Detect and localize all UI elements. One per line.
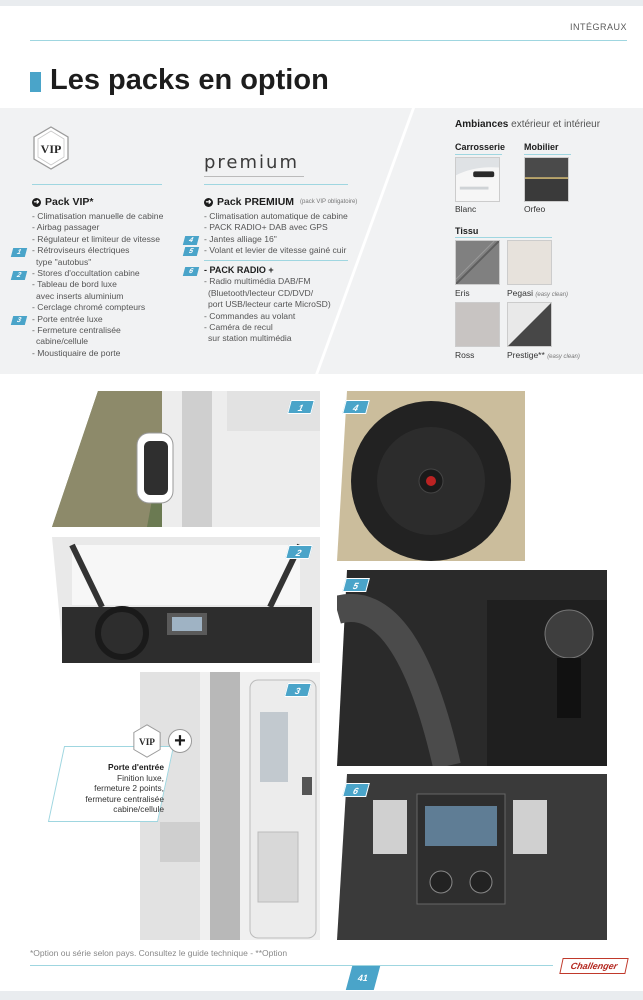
list-item: - Fermeture centralisée — [32, 325, 121, 336]
photo-number-3: 3 — [284, 683, 312, 697]
list-item: - Commandes au volant — [204, 310, 296, 321]
vip-mini-text: VIP — [139, 737, 155, 748]
porte-line: cabine/cellule — [113, 804, 164, 814]
list-item: port USB/lecteur carte MicroSD) — [208, 299, 331, 310]
premium-underline — [204, 176, 304, 177]
list-item: - Cerclage chromé compteurs — [32, 302, 146, 313]
bottom-band — [0, 991, 643, 1000]
list-item: avec inserts aluminium — [36, 290, 124, 301]
photo-number-2: 2 — [285, 545, 313, 559]
list-item: - Volant et levier de vitesse gainé cuir — [204, 245, 347, 256]
list-item: - Caméra de recul — [204, 322, 273, 333]
swatch-label: Prestige** — [507, 350, 545, 360]
photo-number-1: 1 — [287, 400, 315, 414]
list-item: - Porte entrée luxe — [32, 313, 103, 324]
easy-clean-note: (easy clean) — [535, 292, 569, 298]
vip-logo-icon — [32, 126, 70, 170]
porte-title: Porte d'entrée — [108, 762, 164, 772]
premium-pack-heading — [204, 196, 357, 208]
badge-1: 1 — [11, 248, 27, 257]
page-title: Les packs en option — [50, 64, 329, 96]
vip-pack-list — [32, 211, 163, 359]
vip-mini-icon — [132, 724, 162, 758]
arrow-circle-icon: ➜ — [33, 198, 40, 206]
swatch-label: Orfeo — [524, 204, 546, 214]
list-item: - Airbag passager — [32, 222, 100, 233]
list-item: - Climatisation manuelle de cabine — [32, 211, 164, 221]
photo-wheel — [337, 391, 525, 561]
badge-5: 5 — [183, 247, 199, 256]
list-item: - Climatisation automatique de cabine — [204, 211, 348, 221]
badge-3: 3 — [11, 316, 27, 325]
radio-rule — [204, 260, 348, 261]
ambiances-title — [455, 119, 600, 130]
porte-line: fermeture 2 points, — [94, 783, 164, 793]
swatch-pegasi — [507, 240, 552, 285]
swatch-label: Pegasi — [507, 288, 533, 298]
list-item: type "autobus" — [36, 256, 92, 267]
photo-dashboard — [52, 537, 320, 663]
porte-line: fermeture centralisée — [85, 793, 164, 804]
mobilier-rule — [524, 154, 571, 155]
premium-pack-list — [204, 211, 348, 257]
ambiances-subtitle: extérieur et intérieur — [511, 119, 601, 130]
swatch-blanc — [455, 157, 500, 202]
photo-number-5: 5 — [342, 578, 370, 592]
top-divider — [30, 40, 627, 41]
list-item: - Jantes alliage 16" — [204, 233, 277, 244]
photo-steering — [337, 570, 607, 766]
swatch-label: Ross — [455, 350, 475, 360]
photo-mirror — [52, 391, 320, 527]
list-item: - Régulateur et limiteur de vitesse — [32, 233, 161, 244]
swatch-orfeo — [524, 157, 569, 202]
vip-pack-heading — [32, 196, 93, 208]
porte-line: Finition luxe, — [116, 772, 164, 783]
swatch-ross — [455, 302, 500, 347]
photo-multimedia — [337, 774, 607, 940]
photo-number-6: 6 — [342, 783, 370, 797]
badge-4: 4 — [183, 236, 199, 245]
list-item: (Bluetooth/lecteur CD/DVD/ — [208, 287, 314, 298]
vip-rule — [32, 184, 162, 185]
vip-logo-text: VIP — [40, 142, 62, 156]
tissu-rule — [455, 237, 552, 238]
list-item: sur station multimédia — [208, 333, 292, 344]
challenger-logo: Challenger — [559, 958, 628, 974]
swatch-label-pegasi — [507, 288, 568, 298]
swatch-label-prestige — [507, 350, 580, 360]
tissu-title: Tissu — [455, 226, 479, 236]
porte-callout — [56, 762, 164, 815]
premium-logo: premium — [204, 152, 299, 173]
bottom-divider — [30, 965, 553, 966]
carrosserie-rule — [455, 154, 502, 155]
footnote: *Option ou série selon pays. Consultez le guide technique - **Option — [30, 948, 288, 958]
arrow-circle-icon: ➜ — [205, 198, 212, 206]
list-item: - Moustiquaire de porte — [32, 347, 121, 358]
premium-pack-note: (pack VIP obligatoire) — [300, 199, 358, 205]
radio-pack-list — [204, 265, 331, 345]
swatch-prestige — [507, 302, 552, 347]
section-label: INTÉGRAUX — [569, 22, 627, 32]
easy-clean-note: (easy clean) — [547, 354, 580, 360]
list-item: - Stores d'occultation cabine — [32, 268, 140, 279]
carrosserie-title: Carrosserie — [455, 142, 506, 152]
ambiances-heading: Ambiances — [455, 119, 509, 130]
premium-rule — [204, 184, 348, 185]
badge-2: 2 — [11, 271, 27, 280]
photo-number-4: 4 — [342, 400, 370, 414]
radio-pack-title: - PACK RADIO + — [204, 265, 274, 275]
list-item: - PACK RADIO+ DAB avec GPS — [204, 222, 328, 233]
list-item: cabine/cellule — [36, 336, 89, 347]
badge-6: 6 — [183, 267, 199, 276]
vip-pack-title: Pack VIP* — [45, 196, 94, 208]
title-accent — [30, 72, 41, 92]
list-item: - Radio multimédia DAB/FM — [204, 276, 311, 287]
photo-door — [140, 672, 320, 940]
mobilier-title: Mobilier — [524, 142, 559, 152]
premium-pack-title: Pack PREMIUM — [217, 196, 295, 208]
list-item: - Tableau de bord luxe — [32, 279, 117, 290]
list-item: - Rétroviseurs électriques — [32, 245, 130, 256]
plus-icon: + — [168, 729, 192, 753]
top-band — [0, 0, 643, 6]
swatch-eris — [455, 240, 500, 285]
page-number: 41 — [346, 966, 380, 990]
swatch-label: Blanc — [455, 204, 477, 214]
swatch-label: Eris — [455, 288, 470, 298]
